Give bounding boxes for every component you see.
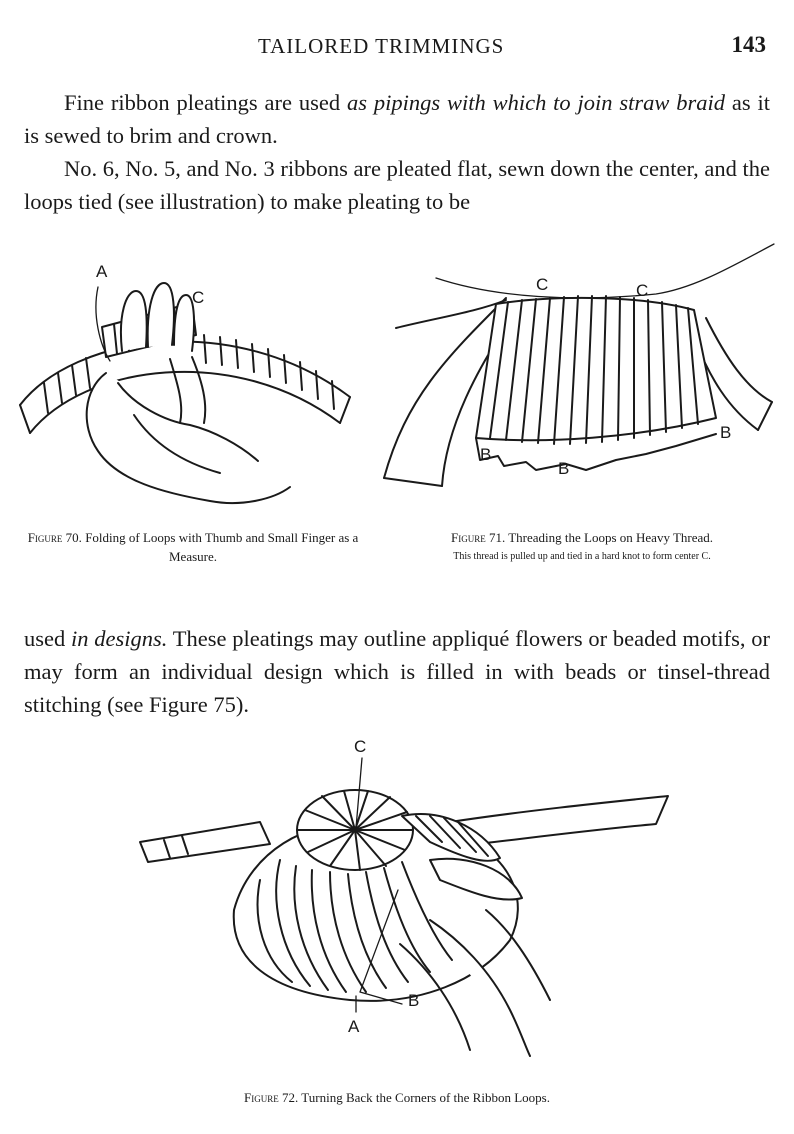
figure-70-marker-c: C: [192, 288, 205, 307]
figure-71-label: Figure 71.: [450, 530, 506, 545]
figure-72-marker-a: A: [348, 1017, 360, 1036]
figure-72-caption: [100, 1088, 694, 1107]
running-head: [0, 34, 794, 64]
figure-70-illustration: [14, 255, 360, 517]
paragraph-1-start: Fine ribbon pleatings are used: [64, 90, 347, 115]
figure-71-marker-c2: C: [636, 281, 649, 300]
figure-71-caption: [392, 528, 772, 564]
figure-71-marker-b1: B: [480, 445, 492, 464]
running-title: TAILORED TRIMMINGS: [258, 34, 505, 58]
paragraph-3: [24, 622, 770, 721]
figure-70-marker-a: A: [96, 262, 108, 281]
figure-71-caption-text: Threading the Loops on Heavy Thread.: [508, 530, 714, 545]
figure-71-marker-b2: B: [558, 459, 570, 478]
paragraph-3-end: These pleatings may outline appliqué flowers or beaded motifs, or may form an individual design which is filled in with beads or tinsel-thread stitching (see: [24, 626, 770, 717]
paragraph-1-end: as it is sewed to brim and crown.: [24, 90, 771, 148]
paragraph-2: No. 6, No. 5, and No. 3 ribbons are pleated flat, sewn down the center, and the loops tied (see illustration) to make pleating to be: [24, 156, 770, 214]
figure-75-reference: Figure 75: [148, 692, 236, 717]
paragraph-3-start: used: [24, 626, 71, 651]
figure-71-marker-c1: C: [536, 275, 549, 294]
paragraph-3-tail: ).: [235, 692, 249, 717]
figure-70-label: Figure 70.: [27, 530, 82, 545]
figure-72-marker-b: B: [408, 991, 420, 1010]
figure-72-illustration: [130, 730, 676, 1060]
figure-70-caption: [22, 528, 364, 566]
figure-70-caption-text: Folding of Loops with Thumb and Small Finger as a Measure.: [85, 530, 359, 564]
figure-72-marker-c: C: [354, 737, 367, 756]
paragraph-3-italic: in designs.: [71, 626, 168, 651]
paragraph-1-italic: as pipings with which to join straw braid: [346, 90, 726, 115]
page-number: 143: [731, 32, 766, 57]
figure-71-note: This thread is pulled up and tied in a hard knot to form center C.: [453, 551, 711, 562]
figure-71-marker-b3: B: [720, 423, 732, 442]
figure-72-caption-text: Turning Back the Corners of the Ribbon Loops.: [301, 1090, 550, 1105]
figure-71-illustration: [376, 238, 780, 510]
figure-72-label: Figure 72.: [244, 1090, 299, 1105]
paragraph-1: [24, 86, 770, 152]
